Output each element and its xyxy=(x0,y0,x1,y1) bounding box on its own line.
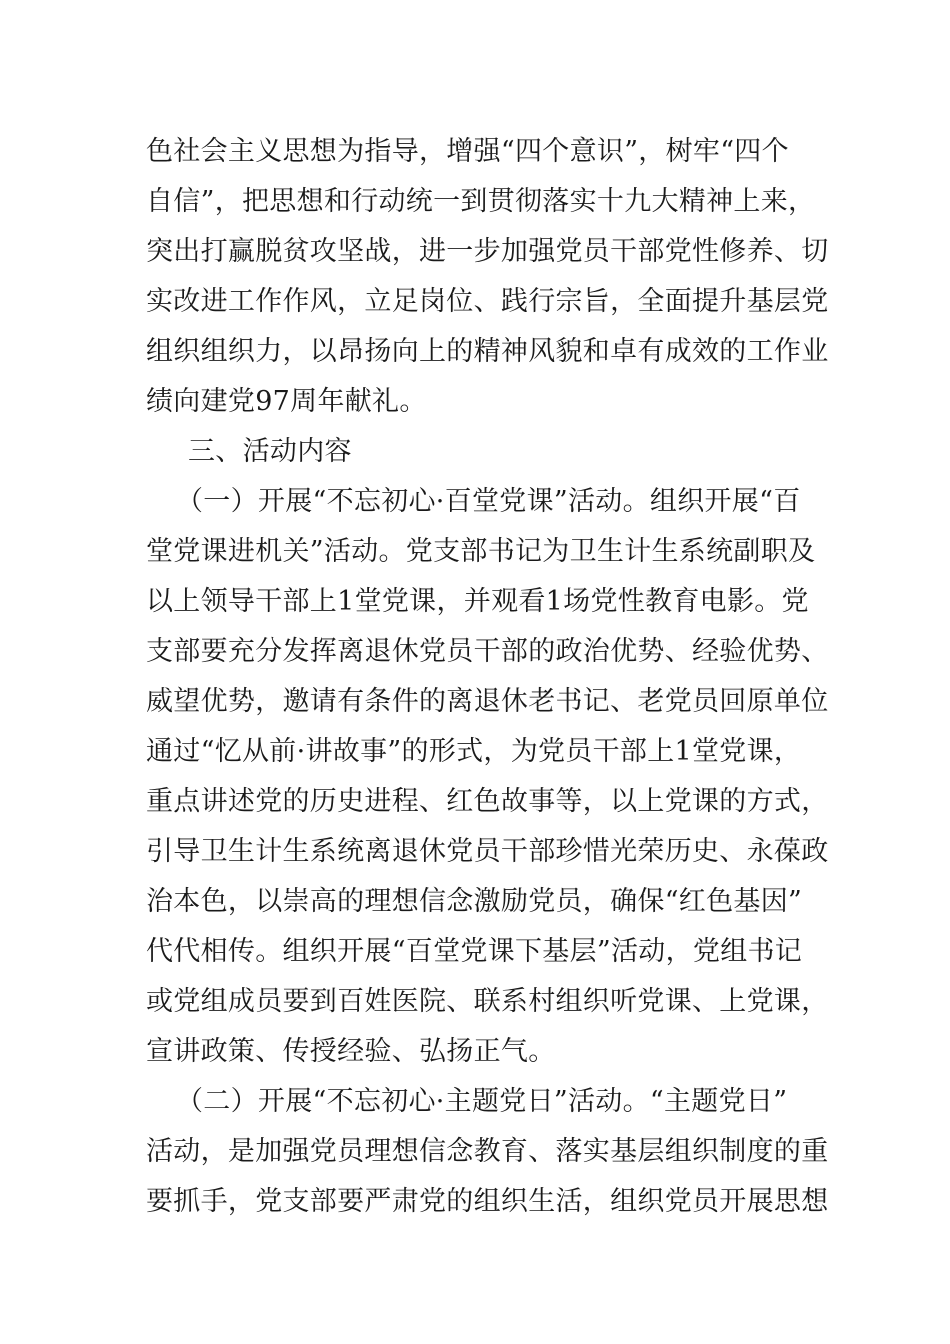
text-line: 重点讲述党的历史进程、红色故事等，以上党课的方式， xyxy=(146,786,829,817)
text-line: 宣讲政策、传授经验、弘扬正气。 xyxy=(146,1036,556,1067)
text-line: 绩向建党97周年献礼。 xyxy=(146,386,427,417)
text-line: 通过“忆从前·讲故事”的形式，为党员干部上1堂党课， xyxy=(146,736,802,767)
section-heading: 三、活动内容 xyxy=(188,436,352,467)
text-line: 组织组织力，以昂扬向上的精神风貌和卓有成效的工作业 xyxy=(146,336,829,367)
text-line: 色社会主义思想为指导，增强“四个意识”，树牢“四个 xyxy=(146,136,789,167)
paragraph-start: （一）开展“不忘初心·百堂党课”活动。组织开展“百 xyxy=(176,486,801,517)
text-line: 要抓手，党支部要严肃党的组织生活，组织党员开展思想 xyxy=(146,1186,829,1217)
text-line: 自信”，把思想和行动统一到贯彻落实十九大精神上来， xyxy=(146,186,816,217)
text-line: 或党组成员要到百姓医院、联系村组织听党课、上党课， xyxy=(146,986,829,1017)
text-line: 引导卫生计生系统离退休党员干部珍惜光荣历史、永葆政 xyxy=(146,836,829,867)
text-line: 以上领导干部上1堂党课，并观看1场党性教育电影。党 xyxy=(146,586,809,617)
text-line: 突出打赢脱贫攻坚战，进一步加强党员干部党性修养、切 xyxy=(146,236,829,267)
text-line: 治本色，以崇高的理想信念激励党员，确保“红色基因” xyxy=(146,886,803,917)
paragraph-start: （二）开展“不忘初心·主题党日”活动。“主题党日” xyxy=(176,1086,788,1117)
text-line: 实改进工作作风，立足岗位、践行宗旨，全面提升基层党 xyxy=(146,286,829,317)
text-line: 威望优势，邀请有条件的离退休老书记、老党员回原单位 xyxy=(146,686,829,717)
text-line: 代代相传。组织开展“百堂党课下基层”活动，党组书记 xyxy=(146,936,803,967)
text-line: 堂党课进机关”活动。党支部书记为卫生计生系统副职及 xyxy=(146,536,816,567)
text-line: 支部要充分发挥离退休党员干部的政治优势、经验优势、 xyxy=(146,636,829,667)
text-line: 活动，是加强党员理想信念教育、落实基层组织制度的重 xyxy=(146,1136,829,1167)
